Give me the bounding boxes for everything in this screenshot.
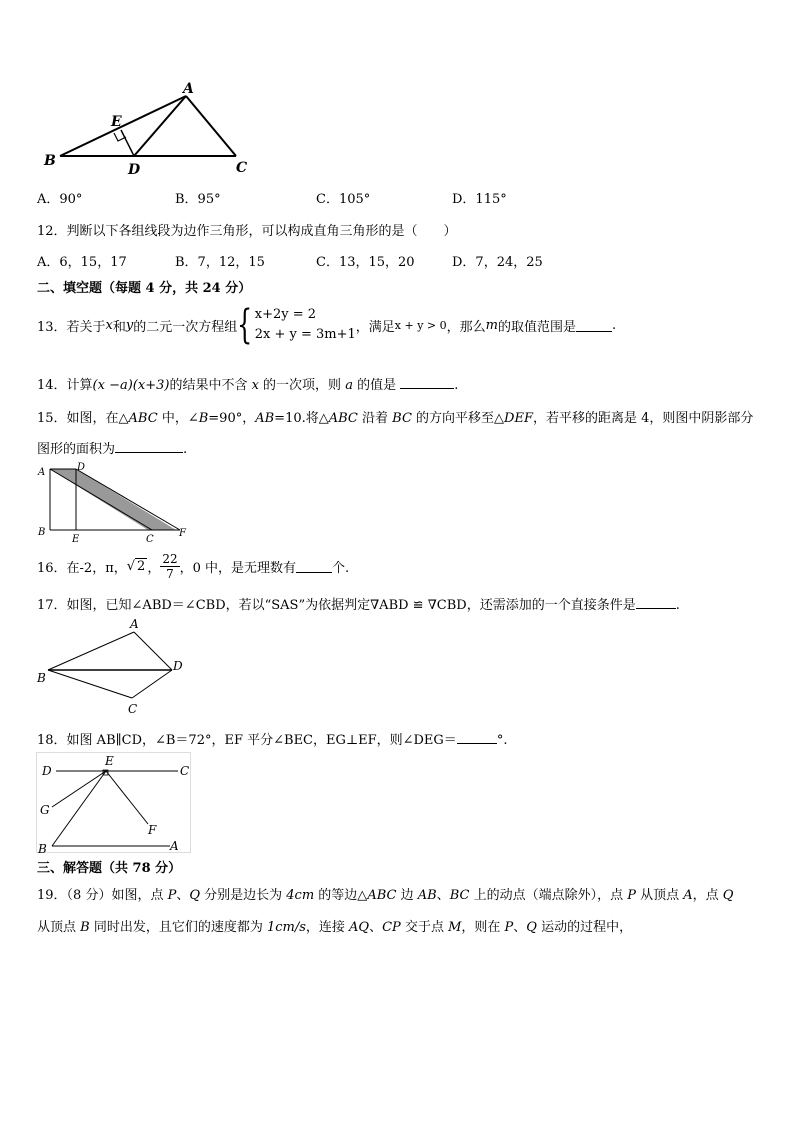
q12-option-b: B．7，12，15 xyxy=(175,255,265,270)
q15-answer-blank[interactable] xyxy=(115,440,183,453)
q19-text-2: 分别是边长为 xyxy=(200,888,287,903)
q19-point-q-2: Q xyxy=(722,888,734,903)
q17 xyxy=(37,594,680,613)
q13-brace: { xyxy=(237,302,253,348)
label-g: G xyxy=(40,803,50,817)
q13-end: . xyxy=(611,317,617,333)
q16-sqrt: √ 2 xyxy=(126,558,146,574)
q19-sep-3: 、 xyxy=(369,920,383,935)
q16-answer-blank[interactable] xyxy=(296,560,332,573)
q12-option-c: C．13，15，20 xyxy=(316,255,415,270)
q15-text-3: =90°， xyxy=(208,411,256,426)
q13-text-5: 的取值范围是 xyxy=(497,319,576,335)
q15-text-4: =10.将△ xyxy=(274,411,329,426)
q19-point-p-3: P xyxy=(504,920,514,935)
q19-vertex-a: A xyxy=(683,888,693,903)
q19-segment-cp: CP xyxy=(382,920,401,935)
segment-de xyxy=(121,130,134,156)
q15-triangle-abc: ABC xyxy=(128,411,158,426)
q15-text-6: 的方向平移至△ xyxy=(411,411,505,426)
label-f: F xyxy=(179,528,186,539)
q17-answer-blank[interactable] xyxy=(636,596,676,609)
q19-point-p-2: P xyxy=(627,888,636,903)
label-a: A xyxy=(183,81,194,97)
q19-point-m: M xyxy=(448,920,462,935)
q13-condition: x + y > 0 xyxy=(394,318,447,332)
q12-option-a: A．6，15，17 xyxy=(37,255,127,270)
q14-var-a: a xyxy=(345,378,353,393)
q11-option-b: B．95° xyxy=(175,192,221,207)
q14-expression: (x −a)(x+3) xyxy=(92,378,170,393)
q19-text-6: 从顶点 xyxy=(635,888,684,903)
figure-q18-parallel-lines xyxy=(36,752,196,856)
q18-end: °. xyxy=(496,733,508,748)
q19-point-q-3: Q xyxy=(526,920,537,935)
label-d: D xyxy=(42,764,52,778)
q13-system xyxy=(255,305,356,345)
label-a: A xyxy=(170,839,179,853)
q13-var-y: y xyxy=(125,317,134,333)
q19-text-3: 的等边△ xyxy=(314,888,368,903)
segment-ba xyxy=(48,632,134,670)
label-b: B xyxy=(44,153,56,169)
label-d: D xyxy=(77,462,86,473)
q18-answer-blank[interactable] xyxy=(457,731,497,744)
q19-point-q: Q xyxy=(189,888,201,903)
q15-end: . xyxy=(183,442,188,457)
section-3-heading: 三、解答题（共 78 分） xyxy=(37,861,182,876)
q13-text-and: 和 xyxy=(112,319,126,335)
label-c: C xyxy=(146,534,154,544)
q16-fraction xyxy=(160,552,179,581)
q19-text-11: 交于点 xyxy=(400,920,449,935)
q14-text-4: 的值是 xyxy=(352,378,397,393)
q12-stem: 12．判断以下各组线段为边作三角形，可以构成直角三角形的是（ ） xyxy=(37,224,457,239)
q16-sqrt-arg: 2 xyxy=(137,558,146,574)
segment-bc xyxy=(48,670,132,698)
q15-text-1: 15．如图，在△ xyxy=(37,411,129,426)
q19-text-9: 同时出发，且它们的速度都为 xyxy=(89,920,267,935)
label-a: A xyxy=(38,467,46,478)
q14-text-1: 14．计算 xyxy=(37,378,93,393)
segment-ac xyxy=(186,96,236,156)
segment-eb xyxy=(52,771,106,846)
q19-text-13: 运动的过程中， xyxy=(536,920,633,935)
q15-text-8: 图形的面积为 xyxy=(37,442,116,457)
q15-line-1 xyxy=(37,407,753,426)
q15-text-7: ，若平移的距离是 4，则图中阴影部分 xyxy=(532,411,754,426)
q19-text-5: 上的动点（端点除外），点 xyxy=(469,888,628,903)
q18-text: 18．如图 AB∥CD，∠B＝72°，EF 平分∠BEC，EG⊥EF，则∠DEG＝ xyxy=(37,733,457,748)
q15-triangle-def: DEF xyxy=(504,411,533,426)
q19-side-ab: AB xyxy=(417,888,437,903)
q15-text-2: 中，∠ xyxy=(157,411,199,426)
q19-text-4: 边 xyxy=(396,888,418,903)
q19-text-7: ，点 xyxy=(692,888,723,903)
q16-numerator: 22 xyxy=(162,551,178,566)
q19-line-2 xyxy=(37,916,632,935)
q18 xyxy=(37,729,507,748)
label-d: D xyxy=(173,659,183,673)
q13-text-1: 13．若关于 xyxy=(37,319,106,335)
q12-option-d: D．7，24，25 xyxy=(452,255,543,270)
label-e: E xyxy=(111,114,122,130)
q19-text-1: 19．（8 分）如图，点 xyxy=(37,888,168,903)
q19-text-8: 从顶点 xyxy=(37,920,81,935)
q15-line-2 xyxy=(37,438,187,457)
q16-text-1: 16．在-2，π， xyxy=(37,560,127,576)
segment-df xyxy=(76,469,180,530)
q15-side-ab: AB xyxy=(255,411,275,426)
q19-speed: 1cm/s xyxy=(266,920,306,935)
q16-end: 个. xyxy=(332,560,350,576)
q13-text-4: ，那么 xyxy=(446,319,486,335)
segment-ac xyxy=(50,469,152,530)
q19-text-10: ，连接 xyxy=(305,920,350,935)
q17-text: 17．如图，已知∠ABD＝∠CBD，若以“SAS”为依据判定∇ABD ≌ ∇CBD，还需添加的一个直接条件是 xyxy=(37,598,636,613)
label-c: C xyxy=(128,702,138,716)
q13 xyxy=(37,302,616,348)
q13-answer-blank[interactable] xyxy=(576,319,612,332)
segment-ba xyxy=(60,96,186,156)
shaded-region xyxy=(50,469,176,530)
q19-line-1 xyxy=(37,884,733,903)
q19-triangle-abc: ABC xyxy=(367,888,397,903)
segment-ad xyxy=(134,632,172,670)
q16-denominator: 7 xyxy=(166,566,174,581)
q17-end: . xyxy=(675,598,680,613)
q14-end: . xyxy=(454,378,459,393)
q13-var-m: m xyxy=(485,317,498,333)
q19-side-length: 4cm xyxy=(286,888,315,903)
q11-option-d: D．115° xyxy=(452,192,507,207)
q14 xyxy=(37,374,458,393)
label-b: B xyxy=(38,842,47,856)
label-b: B xyxy=(37,671,46,685)
q19-vertex-b: B xyxy=(80,920,90,935)
q13-text-2: 的二元一次方程组 xyxy=(133,319,238,335)
segment-ad xyxy=(134,96,186,156)
figure-q11-triangle xyxy=(38,80,268,180)
q16-text-2: ，0 中，是无理数有 xyxy=(179,560,297,576)
q19-sep-1: 、 xyxy=(176,888,190,903)
q19-sep-2: 、 xyxy=(436,888,450,903)
q19-point-p: P xyxy=(167,888,177,903)
q19-sep-4: 、 xyxy=(513,920,527,935)
q14-var-x: x xyxy=(251,378,259,393)
q15-angle-b: B xyxy=(198,411,209,426)
label-e: E xyxy=(72,534,80,544)
q15-text-5: 沿着 xyxy=(357,411,393,426)
q13-equation-1: x+2y = 2 xyxy=(254,307,317,322)
label-c: C xyxy=(236,160,248,176)
segment-ef xyxy=(106,771,148,824)
segment-cd xyxy=(132,670,172,698)
q15-triangle-abc-2: ABC xyxy=(328,411,358,426)
figure-q17-quadrilateral xyxy=(36,614,186,720)
figure-q15-translation xyxy=(36,462,196,544)
label-a: A xyxy=(130,617,139,631)
q13-var-x: x xyxy=(105,317,113,333)
segment-eg xyxy=(52,771,106,807)
q19-side-bc: BC xyxy=(449,888,470,903)
q11-option-c: C．105° xyxy=(316,192,371,207)
q16-comma: ， xyxy=(147,560,161,576)
label-d: D xyxy=(128,162,141,178)
label-f: F xyxy=(148,823,157,837)
q13-text-3: ，满足 xyxy=(355,319,395,335)
q11-option-a: A．90° xyxy=(37,192,83,207)
label-c: C xyxy=(180,764,190,778)
q14-text-2: 的结果中不含 xyxy=(169,378,252,393)
q14-answer-blank[interactable] xyxy=(400,376,454,389)
q14-text-3: 的一次项，则 xyxy=(258,378,346,393)
q19-text-12: ，则在 xyxy=(461,920,505,935)
q15-side-bc: BC xyxy=(392,411,412,426)
label-e: E xyxy=(105,754,114,768)
q13-equation-2: 2x + y = 3m+1 xyxy=(254,327,356,342)
section-2-heading: 二、填空题（每题 4 分，共 24 分） xyxy=(37,281,252,296)
q19-segment-aq: AQ xyxy=(349,920,370,935)
q16 xyxy=(37,549,349,583)
label-b: B xyxy=(38,527,46,538)
